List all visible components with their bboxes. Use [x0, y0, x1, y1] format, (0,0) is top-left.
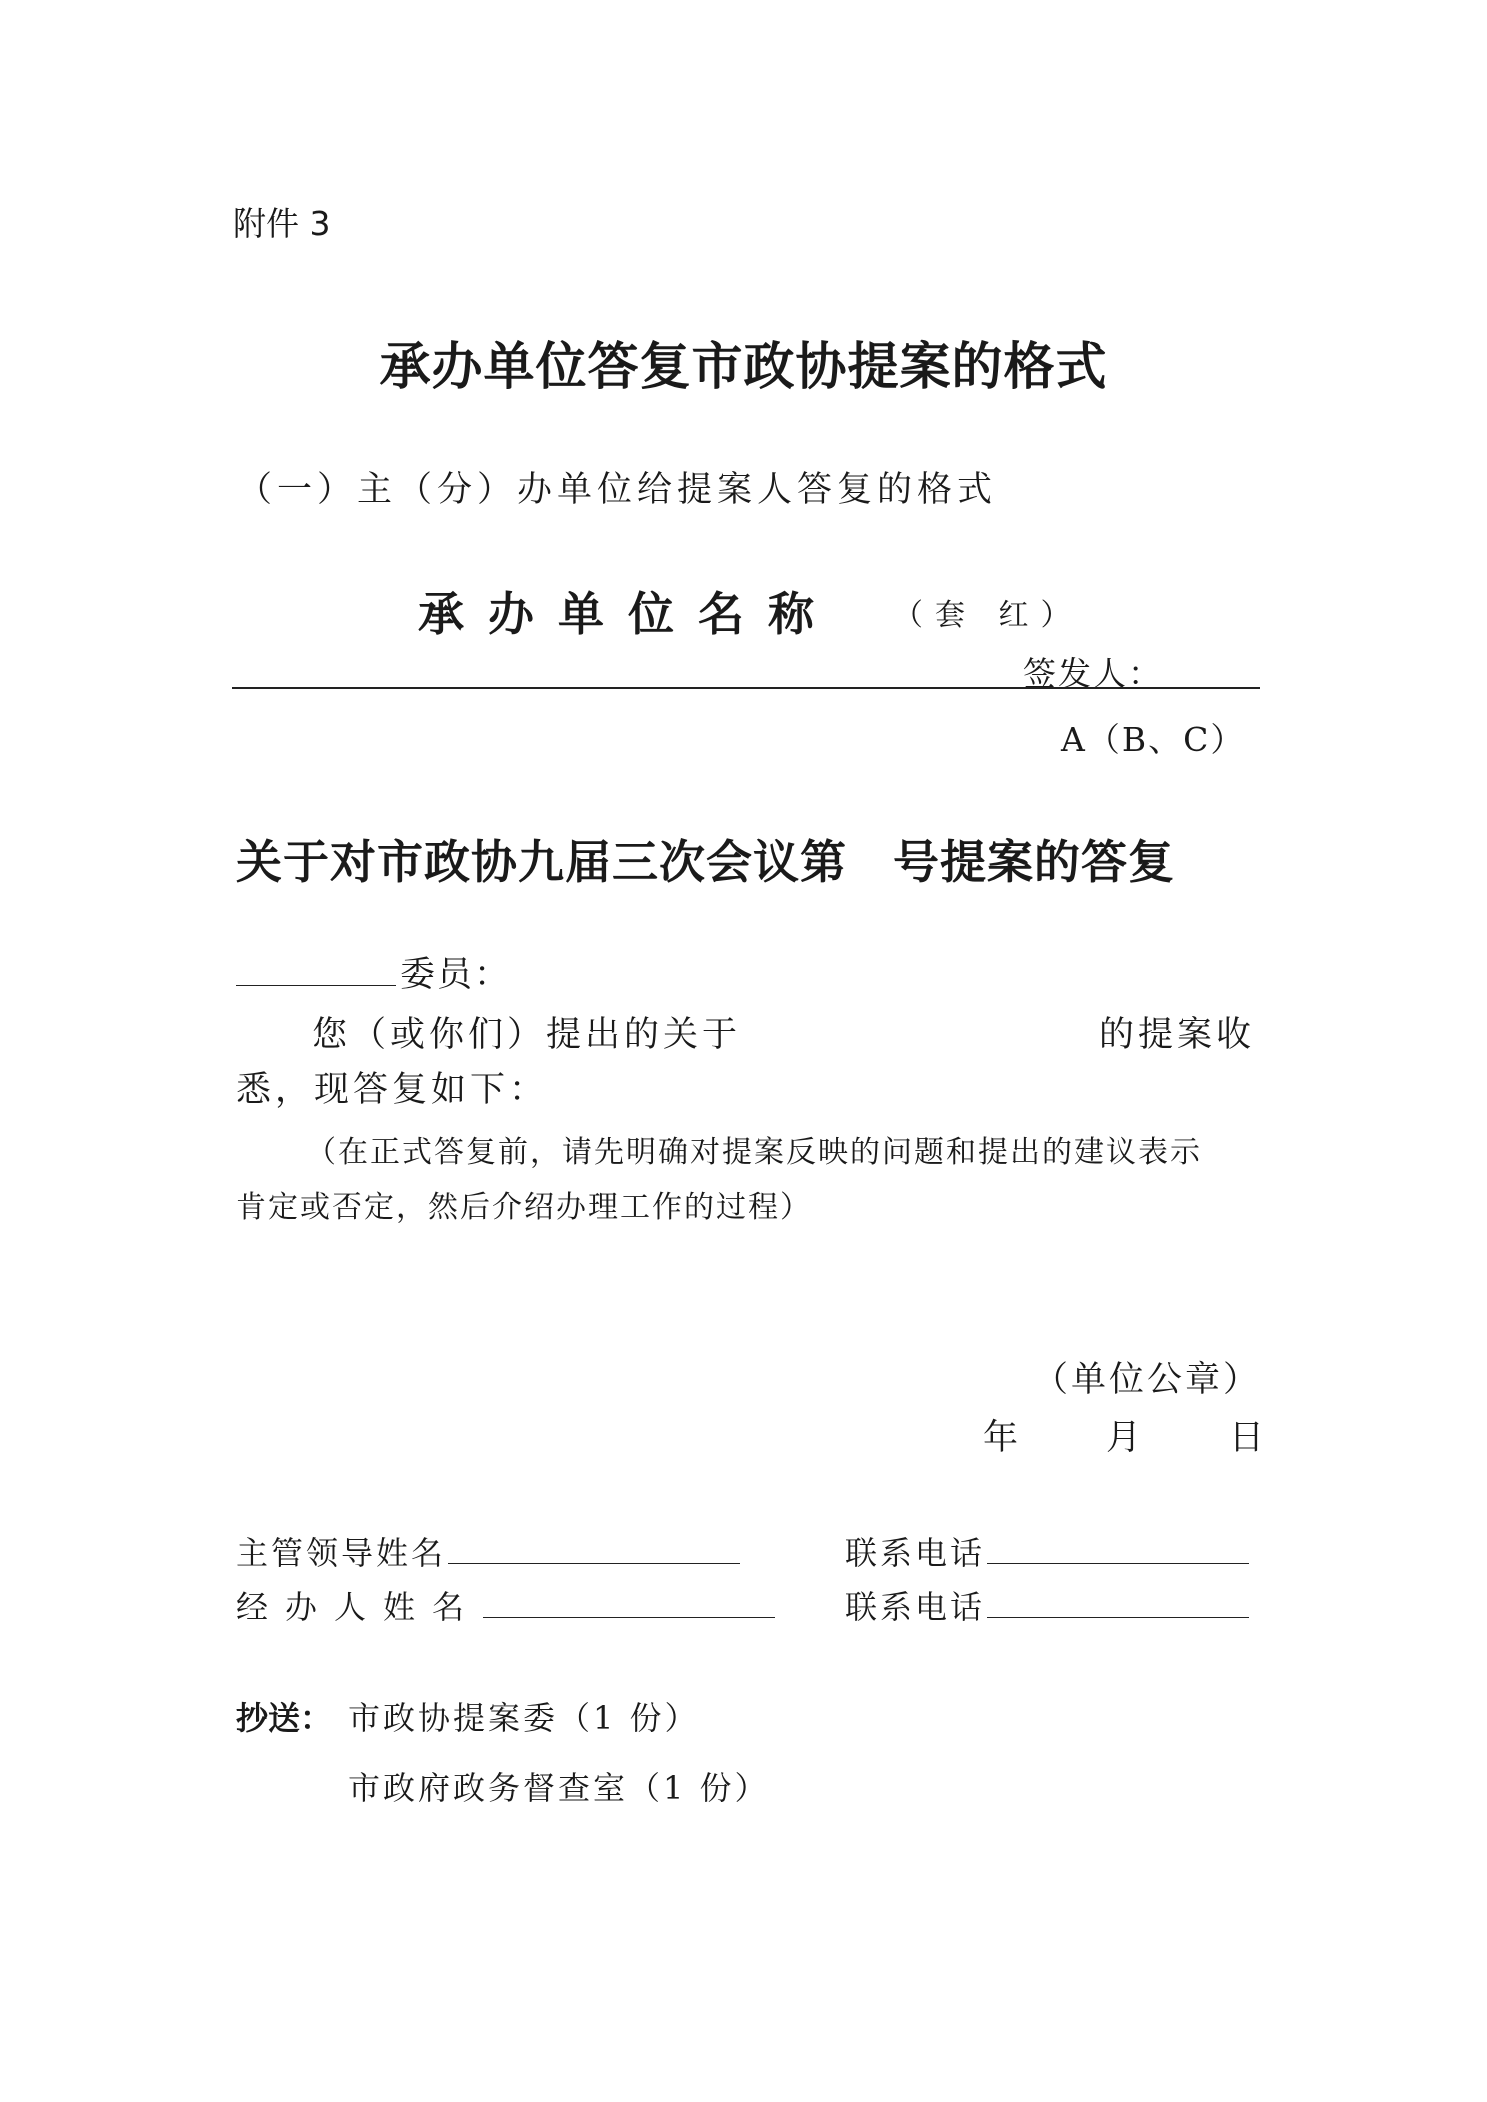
- letterhead-unit-note: （套 红）: [893, 598, 1083, 633]
- salutation-suffix: 委员：: [400, 955, 512, 995]
- leader-name-field: [236, 1528, 740, 1574]
- member-name-blank: [236, 984, 396, 986]
- cc-recipient: 市政府政务督查室（1 份）: [348, 1769, 770, 1807]
- leader-name-blank: [448, 1562, 740, 1564]
- unit-seal-label: （单位公章）: [1033, 1360, 1262, 1400]
- cc-recipient: 市政协提案委（1 份）: [348, 1699, 700, 1737]
- document-number: A（B、C）: [1061, 720, 1246, 759]
- body-line-1-end: 的提案收: [1099, 1015, 1256, 1055]
- body-line-1-start: 您（或你们）提出的关于: [312, 1015, 742, 1055]
- cc-label: 抄送：: [236, 1699, 333, 1737]
- leader-phone-field: [845, 1528, 1249, 1574]
- letterhead-unit-name: 承办单位名称: [418, 587, 838, 641]
- signer-label: 签发人：: [1023, 654, 1163, 693]
- salutation: [236, 947, 511, 997]
- handler-phone-blank: [987, 1616, 1249, 1618]
- handler-name-blank: [483, 1616, 775, 1618]
- handler-phone-field: [845, 1582, 1249, 1628]
- handler-name-label: 经办人姓名: [236, 1588, 482, 1626]
- reply-title-prefix: 关于对市政协九届三次会议第: [236, 835, 847, 889]
- date-year: 年: [983, 1418, 1019, 1458]
- instruction-line-1: （在正式答复前，请先明确对提案反映的问题和提出的建议表示: [306, 1135, 1202, 1170]
- document-title: 承办单位答复市政协提案的格式: [379, 338, 1108, 397]
- date-line: [983, 1410, 1264, 1460]
- handler-phone-label: 联系电话: [845, 1588, 986, 1626]
- reply-title: [236, 826, 1175, 892]
- letterhead-divider: [232, 687, 1260, 689]
- leader-phone-label: 联系电话: [845, 1534, 986, 1572]
- reply-title-suffix: 号提案的答复: [893, 835, 1175, 889]
- body-line-2: 悉，现答复如下：: [236, 1070, 549, 1110]
- leader-phone-blank: [987, 1562, 1249, 1564]
- attachment-label: 附件 3: [233, 204, 331, 243]
- section-heading: （一）主（分）办单位给提案人答复的格式: [237, 470, 998, 510]
- handler-name-field: [236, 1582, 775, 1628]
- instruction-line-2: 肯定或否定，然后介绍办理工作的过程）: [236, 1190, 812, 1225]
- date-day: 日: [1229, 1418, 1265, 1458]
- leader-name-label: 主管领导姓名: [236, 1534, 447, 1572]
- date-month: 月: [1106, 1418, 1142, 1458]
